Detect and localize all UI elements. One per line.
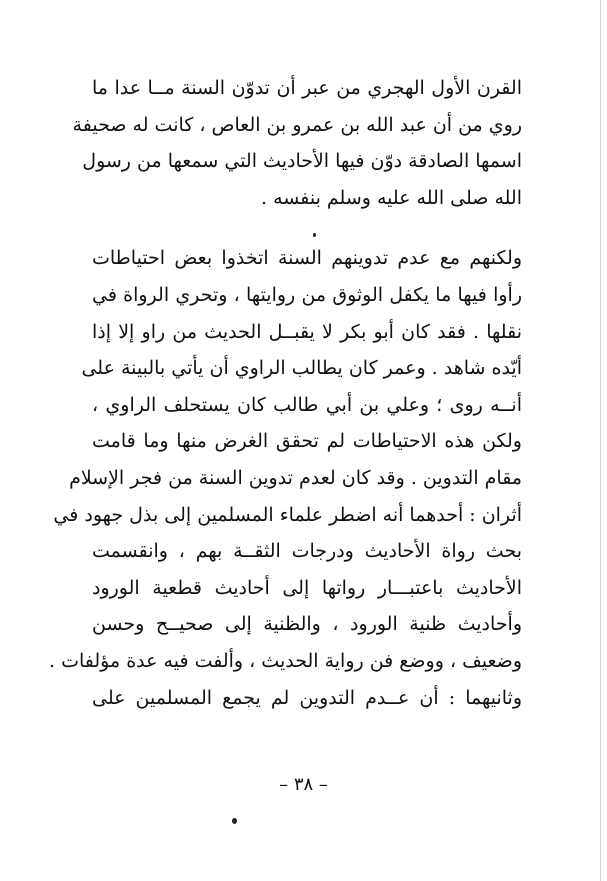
paragraph-3 xyxy=(92,680,522,717)
text-line: وثانيهما : أن عــدم التدوين لم يجمع المسلمين على xyxy=(92,686,522,709)
text-line: ولكنهم مع عدم تدوينهم السنة اتخذوا بعض احتياطات xyxy=(92,247,522,270)
text-line: الأحاديث باعتبـــار رواتها إلى أحاديث قطعية الورود xyxy=(92,576,522,599)
text-line: رأوا فيها ما يكفل الوثوق من روايتها ، وتحري الرواة في xyxy=(92,283,522,306)
paragraph-gap xyxy=(92,216,522,240)
body-text xyxy=(49,70,522,716)
text-line: وضعيف ، ووضع فن رواية الحديث ، وألفت فيه عدة مؤلفات . xyxy=(49,649,522,672)
page-edge-line xyxy=(600,0,601,881)
text-line: أثران : أحدهما أنه اضطر علماء المسلمين إلى بذل جهود في xyxy=(53,503,522,526)
paragraph-1 xyxy=(72,70,522,216)
text-line: روي من أن عبد الله بن عمرو بن العاص ، كانت له صحيفة xyxy=(72,113,522,136)
text-line: القرن الأول الهجري من عبر أن تدوّن السنة مــا عدا ما xyxy=(92,77,522,99)
text-line: وأحاديث ظنية الورود ، والظنية إلى صحيــح وحسن xyxy=(92,613,522,636)
ink-speck xyxy=(232,818,237,824)
text-line: أيّده شاهد . وعمر كان يطالب الراوي أن يأتي بالبينة على xyxy=(81,357,522,380)
paragraph-2 xyxy=(49,240,522,679)
page-number: – ٣٨ – xyxy=(279,774,328,795)
ink-speck xyxy=(313,233,316,237)
text-line: أنــه روى ؛ وعلي بن أبي طالب كان يستحلف الراوي ، xyxy=(92,393,522,416)
text-line: بحث رواة الأحاديث ودرجات الثقــة بهم ، وانقسمت xyxy=(92,540,522,563)
text-line: ولكن هذه الاحتياطات لم تحقق الغرض منها وما قامت xyxy=(92,430,522,453)
text-line: نقلها . فقد كان أبو بكر لا يقبــل الحديث من راو إلا إذا xyxy=(92,320,522,343)
text-line: الله صلى الله عليه وسلم بنفسه . xyxy=(261,186,522,209)
text-line: مقام التدوين . وقد كان لعدم تدوين السنة من فجر الإسلام xyxy=(69,466,522,489)
text-line: اسمها الصادقة دوّن فيها الأحاديث التي سمعها من رسول xyxy=(82,150,522,173)
